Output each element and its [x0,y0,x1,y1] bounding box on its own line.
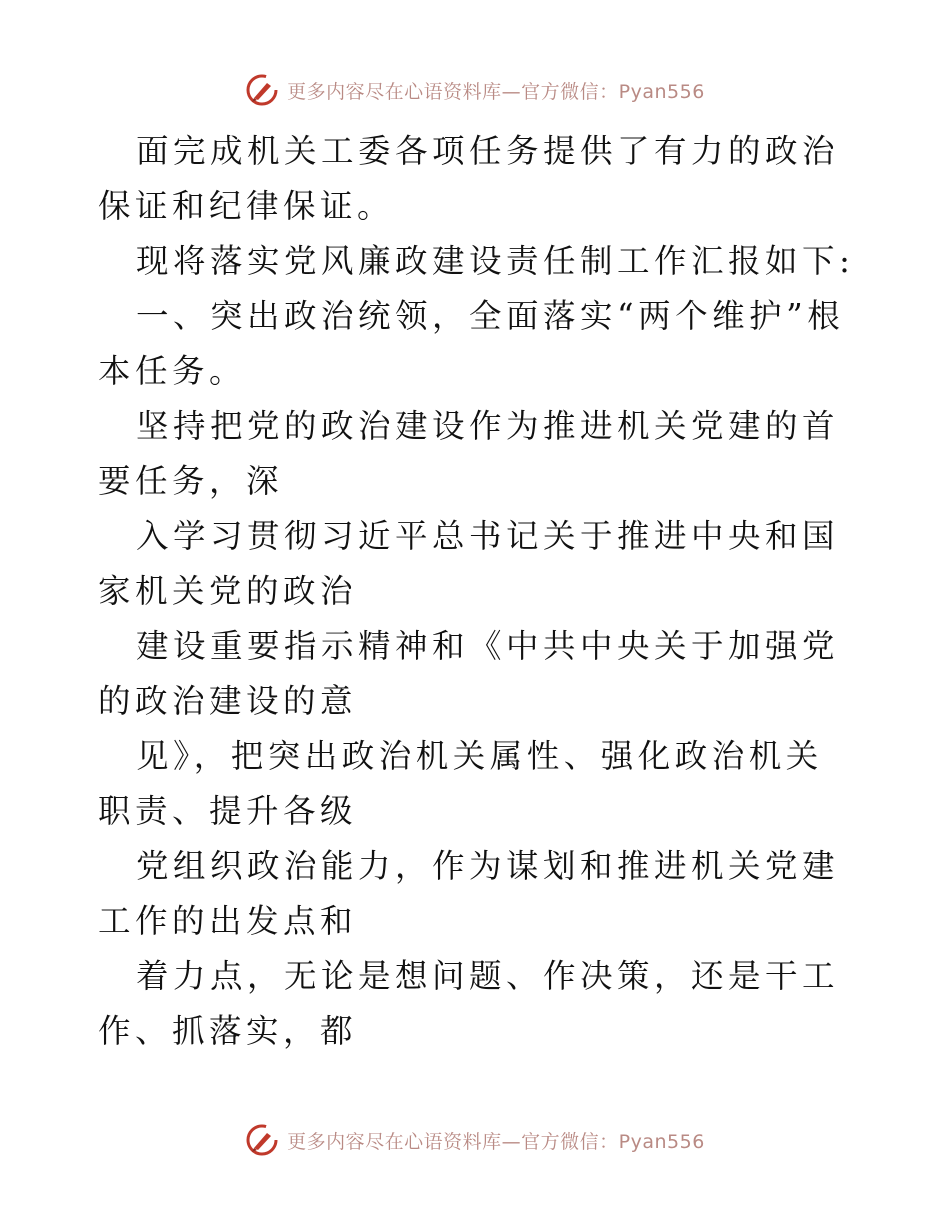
pen-seal-icon [245,1123,279,1157]
paragraph: 见》，把突出政治机关属性、强化政治机关职责、提升各级 [98,737,823,830]
paragraph: 一、突出政治统领，全面落实“两个维护”根本任务。 [98,297,845,390]
document-body [98,124,858,1059]
watermark-text: 更多内容尽在心语资料库—官方微信：Pyan556 [287,80,705,103]
watermark-text: 更多内容尽在心语资料库—官方微信：Pyan556 [287,1130,705,1153]
header-watermark [0,70,950,110]
paragraph: 党组织政治能力，作为谋划和推进机关党建工作的出发点和 [98,847,840,940]
paragraph: 现将落实党风廉政建设责任制工作汇报如下: [136,242,855,280]
paragraph: 坚持把党的政治建设作为推进机关党建的首要任务，深 [98,407,840,500]
paragraph: 着力点，无论是想问题、作决策，还是干工作、抓落实，都 [98,957,840,1050]
pen-seal-icon [245,73,279,107]
paragraph: 入学习贯彻习近平总书记关于推进中央和国家机关党的政治 [98,517,840,610]
footer-watermark [0,1120,950,1160]
paragraph: 面完成机关工委各项任务提供了有力的政治保证和纪律保证。 [98,132,840,225]
paragraph: 建设重要指示精神和《中共中央关于加强党的政治建设的意 [98,627,840,720]
